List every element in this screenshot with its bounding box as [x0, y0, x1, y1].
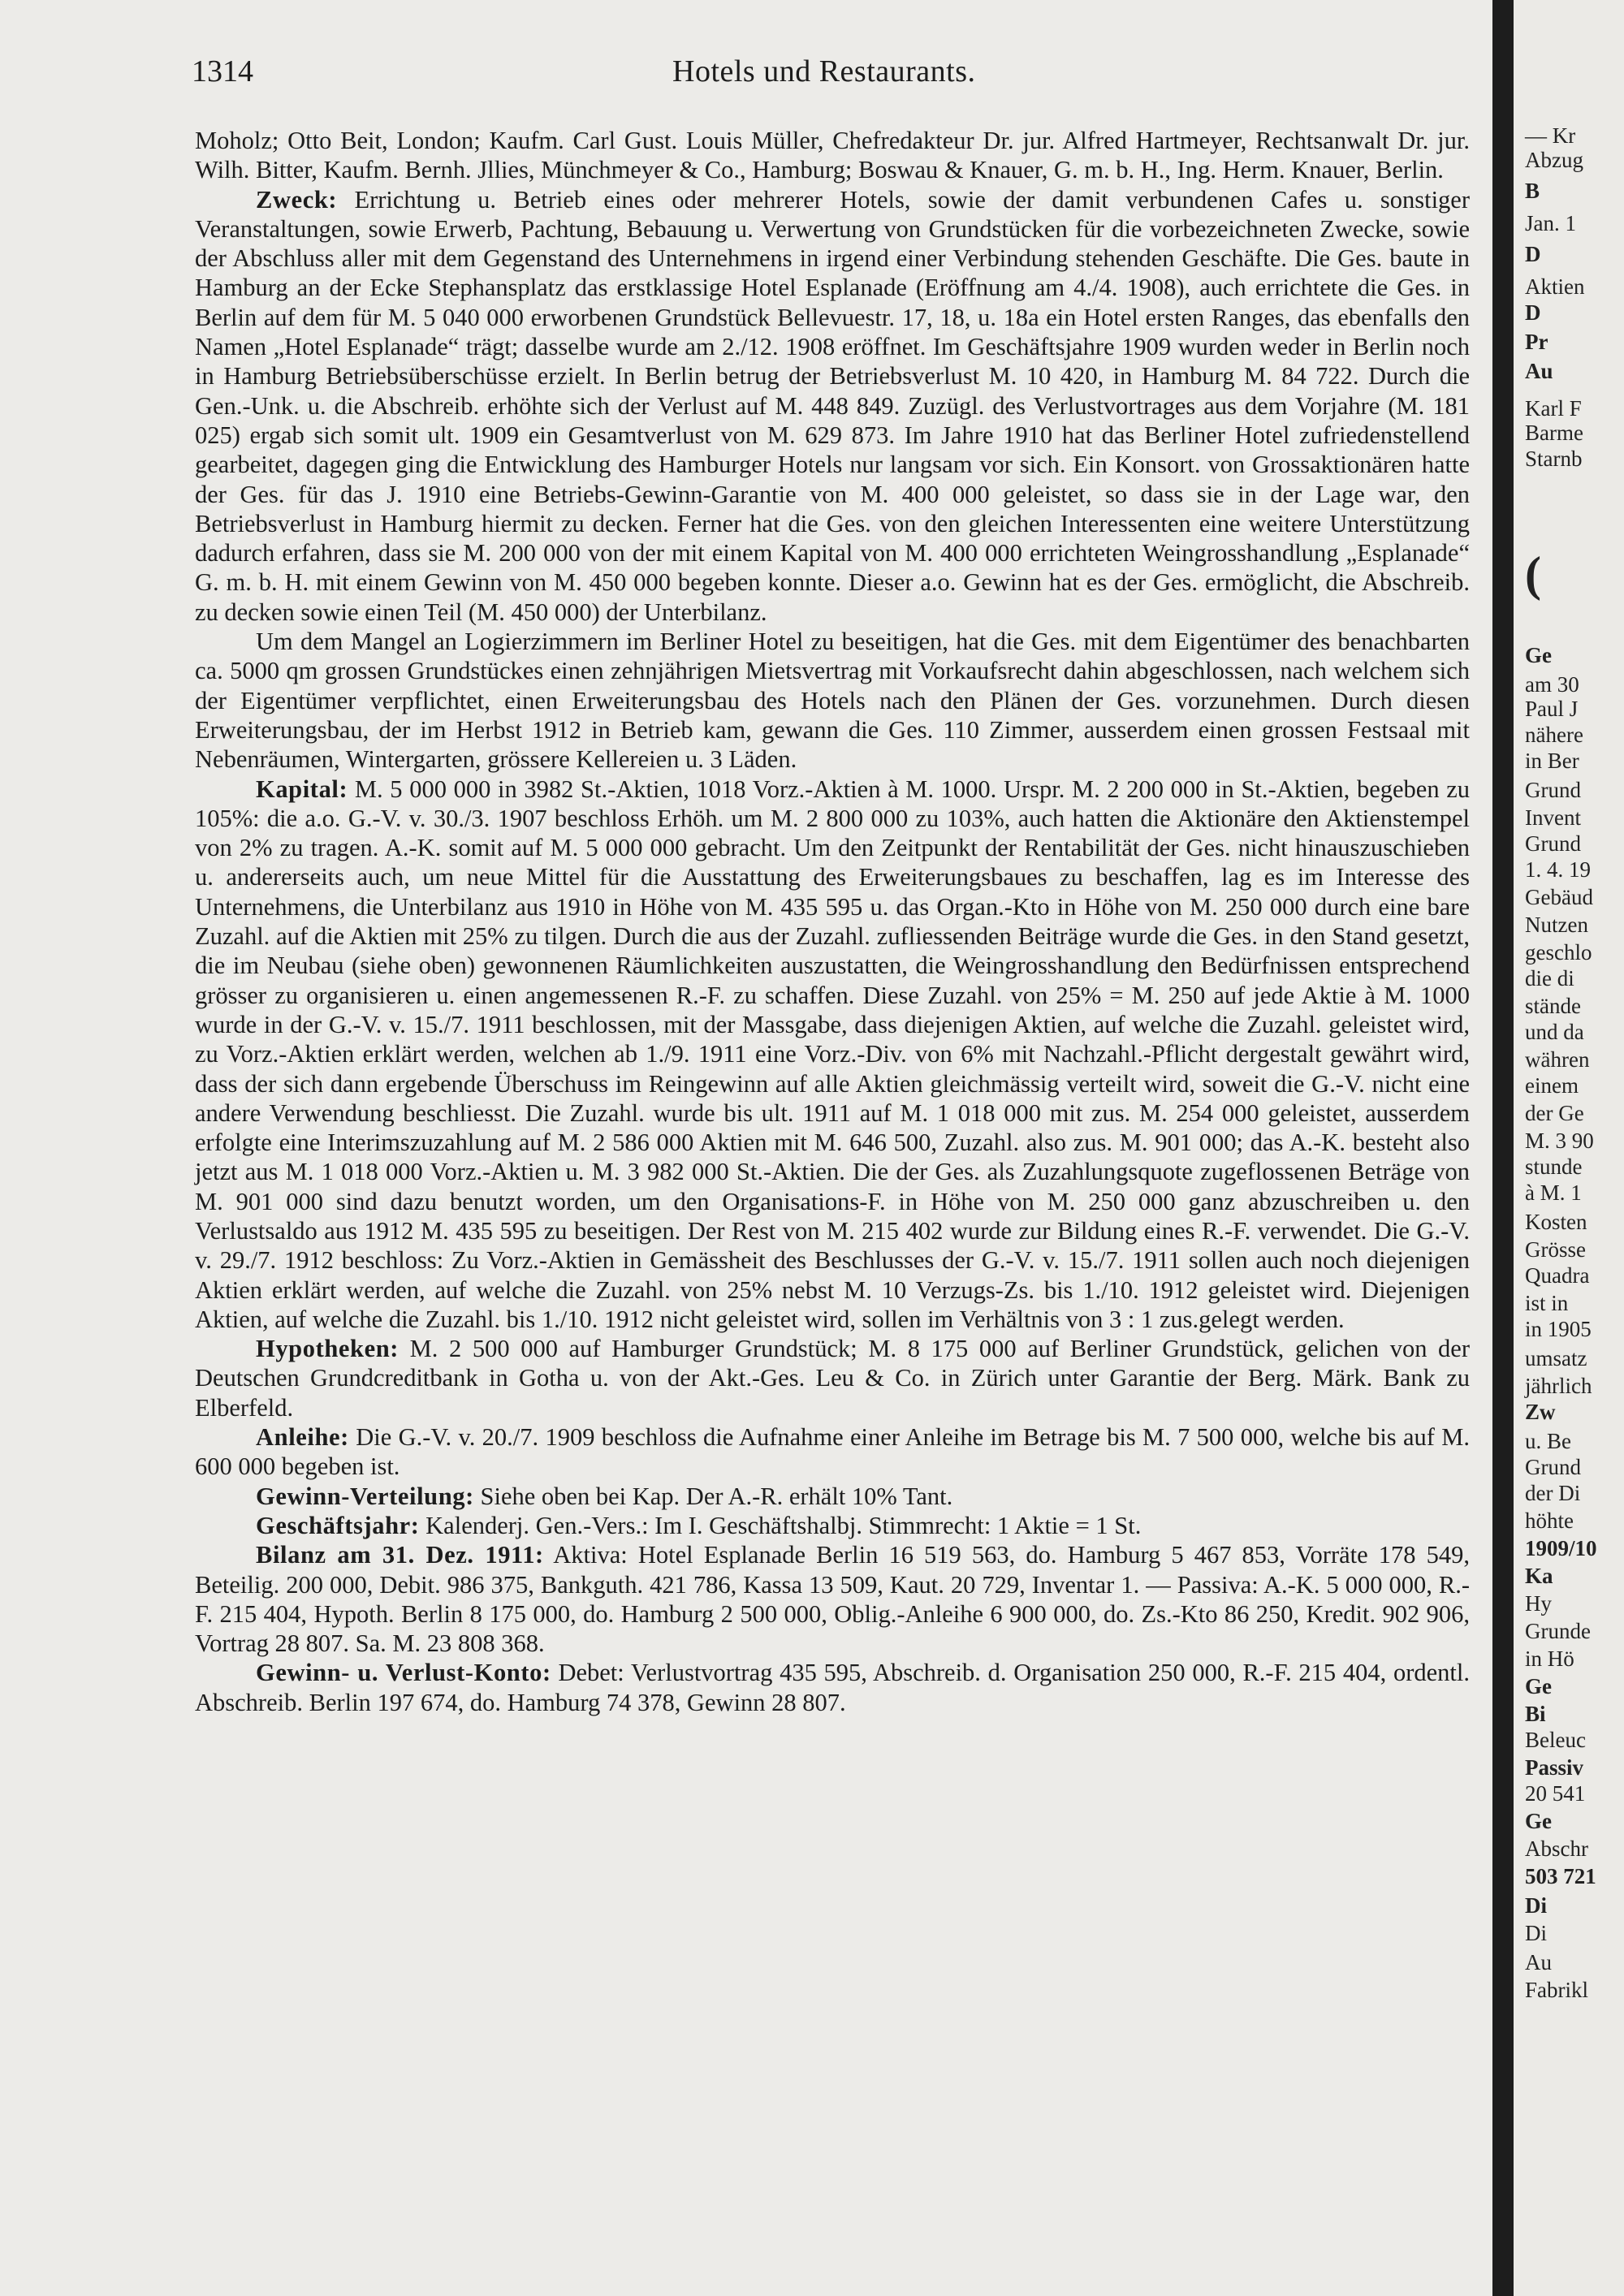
adjacent-page-fragment: à M. 1 [1525, 1180, 1582, 1205]
adjacent-page-fragment: Hy [1525, 1591, 1552, 1616]
adjacent-page-fragment: umsatz [1525, 1346, 1587, 1370]
adjacent-page-fragment: ( [1525, 547, 1541, 601]
adjacent-page-fragment: Barme [1525, 421, 1583, 445]
adjacent-page-fragment: in Hö [1525, 1646, 1574, 1671]
paragraph-text: Errichtung u. Betrieb eines oder mehrerer Hotels, sowie der damit verbundenen Cafes u. sonstiger Veranstaltungen, sowie Erwerb, Pachtung, Bebauung u. Verwertung von Grundstücken für die vorbezeichneten Zwecke, sowie der Abschluss aller mit dem Gegenstand des Unternehmens in irgend einer Verbindung stehenden Geschäfte. Die Ges. baute in Hamburg an der Ecke Stephansplatz das erstklassige Hotel Esplanade (Eröffnung am 4./4. 1908), auch errichtete die Ges. in Berlin auf dem für M. 5 040 000 erworbenen Grundstück Bellevuestr. 17, 18, u. 18a ein Hotel ersten Ranges, das ebenfalls den Namen „Hotel Esplanade“ trägt; dasselbe wurde am 2./12. 1908 eröffnet. Im Geschäftsjahre 1909 wurden weder in Berlin noch in Hamburg Betriebsüberschüsse erzielt. In Berlin betrug der Betriebsverlust M. 10 420, in Hamburg M. 84 722. Durch die Gen.-Unk. u. die Abschreib. erhöhte sich der Verlust auf M. 448 849. Zuzügl. des Verlustvortrages aus dem Vorjahre (M. 181 025) ergab sich somit ult. 1909 ein Gesamtverlust von M. 629 873. Im Jahre 1910 hat das Berliner Hotel zufriedenstellend gearbeitet, dagegen ging die Entwicklung des Hamburger Hotels nur langsam vor sich. Ein Konsort. von Grossaktionären hatte der Ges. für das J. 1910 eine Betriebs-Gewinn-Garantie von M. 400 000 geleistet, so dass sie in der Lage war, den Betriebsverlust in Hamburg hiermit zu decken. Ferner hat die Ges. von den gleichen Interessenten eine weitere Unterstützung dadurch erfahren, dass sie M. 200 000 von der mit einem Kapital von M. 400 000 errichteten Weingrosshandlung „Esplanade“ G. m. b. H. mit einem Gewinn von M. 450 000 begeben konnte. Dieser a.o. Gewinn hat es der Ges. ermöglicht, die Abschreib. zu decken sowie einen Teil (M. 450 000) der Unterbilanz. [195, 185, 1471, 626]
adjacent-page-fragment: Abschr [1525, 1836, 1588, 1861]
adjacent-page-fragment: Bi [1525, 1702, 1546, 1726]
paragraph-text: Debet: Verlustvortrag 435 595, Abschreib. d. Organisation 250 000, R.-F. 215 404, ordentl. Abschreib. Berlin 197 674, do. Hamburg 74 378, Gewinn 28 807. [195, 1659, 1470, 1716]
adjacent-page-fragment: Passiv [1525, 1755, 1584, 1780]
adjacent-page-fragment: jährlich [1525, 1374, 1592, 1398]
paragraph [195, 1482, 1470, 1511]
adjacent-page-fragment: währen [1525, 1047, 1590, 1072]
paragraph-text: Die G.-V. v. 20./7. 1909 beschloss die Aufnahme einer Anleihe im Betrage bis M. 7 500 000, welche bis auf M. 600 000 begeben ist. [195, 1423, 1470, 1481]
running-title: Hotels und Restaurants. [672, 54, 976, 88]
paragraph [195, 627, 1470, 774]
adjacent-page-fragment: Ge [1525, 643, 1552, 667]
adjacent-page-fragment: Ge [1525, 1809, 1552, 1833]
section-label: Zweck: [256, 185, 338, 214]
adjacent-page-fragment: in 1905 [1525, 1317, 1592, 1341]
adjacent-page-fragment: ist in [1525, 1291, 1569, 1315]
adjacent-page-edge [1514, 0, 1624, 2296]
adjacent-page-fragment: Grund [1525, 1455, 1581, 1479]
adjacent-page-fragment: 1. 4. 19 [1525, 857, 1591, 882]
adjacent-page-fragment: Ka [1525, 1564, 1553, 1588]
adjacent-page-fragment: 1909/10 [1525, 1536, 1597, 1560]
adjacent-page-fragment: Grund [1525, 778, 1581, 802]
paragraph [195, 1540, 1470, 1658]
section-label: Kapital: [256, 775, 348, 803]
adjacent-page-fragment: Invent [1525, 805, 1581, 830]
adjacent-page-fragment: Nutzen [1525, 913, 1588, 937]
adjacent-page-fragment: Jan. 1 [1525, 211, 1576, 235]
adjacent-page-fragment: in Ber [1525, 749, 1579, 773]
adjacent-page-fragment: u. Be [1525, 1429, 1571, 1453]
section-label: Gewinn- u. Verlust-Konto: [256, 1659, 551, 1687]
paragraph [195, 1658, 1470, 1717]
adjacent-page-fragment: Karl F [1525, 396, 1582, 421]
adjacent-page-fragment: der Di [1525, 1481, 1581, 1505]
adjacent-page-fragment: Starnb [1525, 447, 1583, 471]
adjacent-page-fragment: Grunde [1525, 1619, 1591, 1643]
adjacent-page-fragment: D [1525, 242, 1541, 266]
section-label: Geschäftsjahr: [256, 1511, 420, 1539]
adjacent-page-fragment: Paul J [1525, 697, 1579, 721]
section-label: Anleihe: [256, 1423, 349, 1452]
adjacent-page-fragment: die di [1525, 966, 1574, 990]
adjacent-page-fragment: Fabrikl [1525, 1978, 1588, 2002]
book-gutter [1492, 0, 1514, 2296]
adjacent-page-fragment: am 30 [1525, 672, 1579, 697]
paragraph-text: Siehe oben bei Kap. Der A.-R. erhält 10% Tant. [480, 1482, 953, 1510]
paragraph-text: M. 5 000 000 in 3982 St.-Aktien, 1018 Vorz.-Aktien à M. 1000. Urspr. M. 2 200 000 in St.-Aktien, begeben zu 105%: die a.o. G.-V. v. 30./3. 1907 beschloss Erhöh. um M. 2 800 000 zu 103%, auch hatten die Aktionäre den Aktienstempel von 2% zu tragen. A.-K. somit auf M. 5 000 000 gebracht. Um den Zeitpunkt der Rentabilität der Ges. nicht hinauszuschieben u. andererseits auch, um neue Mittel für die Ausstattung des Erweiterungsbaues zu beschaffen, lag es im Interesse des Unternehmens, die Unterbilanz aus 1910 in Höhe von M. 435 595 u. das Organ.-Kto in Höhe von M. 250 000 durch eine bare Zuzahl. auf die Aktien mit 25% zu tilgen. Durch die aus der Zuzahl. zufliessenden Beiträge wurde die Ges. in den Stand gesetzt, die im Neubau (siehe oben) gewonnenen Räumlichkeiten auszustatten, die Weingrosshandlung den Bedürfnissen entsprechend grösser zu organisieren u. einen angemessenen R.-F. zu schaffen. Diese Zuzahl. von 25% = M. 250 auf jede Aktie à M. 1000 wurde in der G.-V. v. 15./7. 1911 beschlossen, mit der Massgabe, dass diejenigen Aktien, auf welche die Zuzahl. geleistet wird, zu Vorz.-Aktien erklärt werden, welchen ab 1./9. 1911 eine Vorz.-Div. von 6% mit Nachzahl.-Pflicht dergestalt gewährt wird, dass der sich dann ergebende Überschuss im Reingewinn auf alle Aktien gleichmässig verteilt wird, soweit die G.-V. nicht eine andere Verwendung beschliesst. Die Zuzahl. wurde bis ult. 1911 auf M. 1 018 000 mit zus. M. 254 000 geleistet, ausserdem erfolgte eine Interimszuzahlung auf M. 2 586 000 Aktien mit M. 646 500, Zuzahl. also zus. M. 901 000; das A.-K. besteht also jetzt aus M. 1 018 000 Vorz.-Aktien u. M. 3 982 000 St.-Aktien. Die der Ges. als Zuzahlungsquote zugeflossenen Beträge von M. 901 000 sind dazu benutzt worden, um den Organisations-F. in Höhe von M. 250 000 ganz abzuschreiben u. den Verlustsaldo aus 1912 M. 435 595 zu beseitigen. Der Rest von M. 215 402 wurde zur Bildung eines R.-F. verwendet. Die G.-V. v. 29./7. 1912 beschloss: Zu Vorz.-Aktien in Gemässheit des Beschlusses der G.-V. v. 15./7. 1911 sollen auch noch diejenigen Aktien erklärt werden, auf welche die Zuzahl. von 25% nebst M. 10 Verzugs-Zs. bis 1./10. 1912 geleistet wird. Diejenigen Aktien, auf welche die Zuzahl. bis 1./10. 1912 nicht geleistet wird, sollen im Verhältnis von 3 : 1 zus.gelegt werden. [195, 775, 1471, 1333]
adjacent-page-fragment: geschlo [1525, 940, 1592, 965]
paragraph [195, 1422, 1470, 1482]
adjacent-page-fragment: Ge [1525, 1674, 1552, 1698]
adjacent-page-fragment: Beleuc [1525, 1728, 1586, 1752]
section-label: Gewinn-Verteilung: [256, 1482, 474, 1510]
paragraph-text: Moholz; Otto Beit, London; Kaufm. Carl Gust. Louis Müller, Chefredakteur Dr. jur. Alfred Hartmeyer, Rechtsanwalt Dr. jur. Wilh. Bitter, Kaufm. Bernh. Jllies, Münchmeyer & Co., Hamburg; Boswau & Knauer, G. m. b. H., Ing. Herm. Knauer, Berlin. [195, 127, 1470, 184]
adjacent-page-fragment: Abzug [1525, 148, 1583, 172]
adjacent-page-fragment: 503 721 [1525, 1864, 1596, 1888]
section-label: Hypotheken: [256, 1335, 400, 1363]
paragraph [195, 1511, 1470, 1540]
article-body [195, 126, 1470, 1717]
adjacent-page-fragment: Di [1525, 1893, 1547, 1918]
paragraph-text: Kalenderj. Gen.-Vers.: Im I. Geschäftshalbj. Stimmrecht: 1 Aktie = 1 St. [425, 1511, 1142, 1539]
adjacent-page-fragment: und da [1525, 1020, 1584, 1044]
paragraph-text: M. 2 500 000 auf Hamburger Grundstück; M. 8 175 000 auf Berliner Grundstück, gelichen von der Deutschen Grundcreditbank in Gotha u. von der Akt.-Ges. Leu & Co. in Zürich unter Garantie der Berg. Märk. Bank zu Elberfeld. [195, 1335, 1471, 1422]
adjacent-page-fragment: einem [1525, 1073, 1579, 1098]
adjacent-page-fragment: der Ge [1525, 1101, 1584, 1125]
adjacent-page-fragment: — Kr [1525, 123, 1576, 148]
adjacent-page-fragment: Di [1525, 1921, 1547, 1945]
section-label: Bilanz am 31. Dez. 1911: [256, 1541, 544, 1569]
adjacent-page-fragment: stände [1525, 994, 1581, 1018]
adjacent-page-fragment: Grösse [1525, 1237, 1586, 1262]
adjacent-page-fragment: M. 3 90 [1525, 1129, 1594, 1153]
page-header [192, 54, 1491, 96]
adjacent-page-fragment: stunde [1525, 1154, 1583, 1179]
adjacent-page-fragment: Aktien [1525, 274, 1585, 299]
paragraph-text: Aktiva: Hotel Esplanade Berlin 16 519 563, do. Hamburg 5 467 853, Vorräte 178 549, Beteilig. 200 000, Debit. 986 375, Bankguth. 421 786, Kassa 13 509, Kaut. 20 729, Inventar 1. — Passiva: A.-K. 5 000 000, R.-F. 215 404, Hypoth. Berlin 8 175 000, do. Hamburg 2 500 000, Oblig.-Anleihe 6 900 000, do. Zs.-Kto 86 250, Kredit. 902 906, Vortrag 28 807. Sa. M. 23 808 368. [195, 1541, 1470, 1658]
adjacent-page-fragment: Zw [1525, 1400, 1556, 1424]
adjacent-page-fragment: höhte [1525, 1508, 1574, 1533]
adjacent-page-fragment: Au [1525, 359, 1553, 383]
paragraph [195, 126, 1470, 185]
paragraph [195, 185, 1470, 627]
adjacent-page-fragment: D [1525, 300, 1541, 325]
paragraph [195, 775, 1470, 1335]
adjacent-page-fragment: Quadra [1525, 1263, 1590, 1288]
page-number: 1314 [192, 54, 253, 88]
adjacent-page-fragment: Grund [1525, 831, 1581, 856]
adjacent-page-fragment: 20 541 [1525, 1781, 1586, 1806]
adjacent-page-fragment: Au [1525, 1950, 1552, 1974]
paragraph [195, 1334, 1470, 1422]
adjacent-page-fragment: Gebäud [1525, 885, 1593, 909]
adjacent-page-fragment: Kosten [1525, 1210, 1587, 1234]
adjacent-page-fragment: nähere [1525, 723, 1583, 747]
adjacent-page-fragment: Pr [1525, 330, 1548, 354]
adjacent-page-fragment: B [1525, 179, 1540, 203]
paragraph-text: Um dem Mangel an Logierzimmern im Berliner Hotel zu beseitigen, hat die Ges. mit dem Eigentümer des benachbarten ca. 5000 qm grossen Grundstückes einen zehnjährigen Mietsvertrag mit Vorkaufsrecht dahin abgeschlossen, nach welchem sich der Eigentümer verpflichtet, einen Erweiterungsbau des Hotels nach den Plänen der Ges. vorzunehmen. Durch diesen Erweiterungsbau, der im Herbst 1912 in Betrieb kam, gewann die Ges. 110 Zimmer, ausserdem einen grossen Festsaal mit Nebenräumen, Wintergarten, grössere Kellereien u. 3 Läden. [195, 628, 1470, 774]
